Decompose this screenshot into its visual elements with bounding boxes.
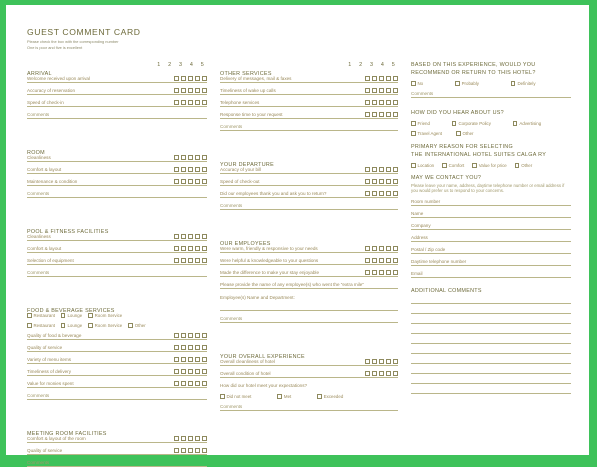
rating-checkbox[interactable] bbox=[393, 191, 398, 196]
rating-checkbox[interactable] bbox=[202, 436, 207, 441]
rating-row: Quality of service bbox=[27, 443, 207, 455]
contact-field-company[interactable]: Company bbox=[411, 218, 571, 230]
comments-field[interactable]: Comments bbox=[220, 311, 398, 323]
option-checkbox[interactable] bbox=[472, 163, 477, 168]
rating-checkbox[interactable] bbox=[195, 76, 200, 81]
comment-line[interactable] bbox=[411, 354, 571, 364]
rating-row: Comfort & layout of the room bbox=[27, 431, 207, 443]
rating-checkbox[interactable] bbox=[365, 246, 370, 251]
rating-checkbox[interactable] bbox=[202, 155, 207, 160]
section-hear-about-title: HOW DID YOU HEAR ABOUT US? bbox=[411, 110, 504, 116]
section-employees: OUR EMPLOYEES bbox=[220, 241, 271, 247]
section-arrival: ARRIVAL 1 2 3 4 5 bbox=[27, 62, 207, 77]
rating-checkbox[interactable] bbox=[174, 88, 179, 93]
rating-checkbox[interactable] bbox=[393, 270, 398, 275]
section-recommend-title-1: BASED ON THIS EXPERIENCE, WOULD YOU bbox=[411, 62, 536, 68]
comment-line[interactable] bbox=[411, 344, 571, 354]
rating-checkbox[interactable] bbox=[195, 436, 200, 441]
rating-checkbox[interactable] bbox=[202, 100, 207, 105]
rating-checkbox[interactable] bbox=[379, 112, 384, 117]
rating-checkbox[interactable] bbox=[174, 381, 179, 386]
comments-field[interactable]: Comments bbox=[27, 107, 207, 119]
rating-checkbox[interactable] bbox=[372, 112, 377, 117]
comments-field[interactable]: Comments bbox=[220, 399, 398, 411]
instructions-line-1: Please check the box with the corresponding number bbox=[27, 39, 119, 44]
rating-checkbox[interactable] bbox=[181, 76, 186, 81]
rating-checkbox[interactable] bbox=[174, 448, 179, 453]
option-row: Restaurant Lounge Room Service bbox=[27, 308, 207, 318]
rating-checkbox[interactable] bbox=[181, 155, 186, 160]
rating-row: Telephone services bbox=[220, 95, 398, 107]
rating-checkbox[interactable] bbox=[174, 76, 179, 81]
rating-checkbox[interactable] bbox=[372, 191, 377, 196]
rating-row: Comfort & layout bbox=[27, 162, 207, 174]
section-other-services: OTHER SERVICES 1 2 3 4 5 bbox=[220, 62, 398, 77]
rating-checkbox[interactable] bbox=[181, 369, 186, 374]
rating-checkbox[interactable] bbox=[393, 100, 398, 105]
rating-row: Cleanliness bbox=[27, 229, 207, 241]
contact-instructions: Please leave your name, address, daytime telephone number or email address if you would prefer us to respond to your concerns. bbox=[411, 183, 565, 194]
rating-checkbox[interactable] bbox=[188, 258, 193, 263]
rating-checkbox[interactable] bbox=[202, 357, 207, 362]
rating-checkbox[interactable] bbox=[202, 76, 207, 81]
rating-checkbox[interactable] bbox=[365, 88, 370, 93]
rating-row: Comfort & layout bbox=[27, 241, 207, 253]
contact-field-phone[interactable]: Daytime telephone number bbox=[411, 254, 571, 266]
rating-checkbox[interactable] bbox=[379, 246, 384, 251]
rating-checkbox[interactable] bbox=[393, 76, 398, 81]
rating-checkbox[interactable] bbox=[365, 371, 370, 376]
rating-checkbox[interactable] bbox=[174, 369, 179, 374]
rating-checkbox[interactable] bbox=[202, 448, 207, 453]
contact-field-name[interactable]: Name bbox=[411, 206, 571, 218]
rating-checkbox[interactable] bbox=[386, 258, 391, 263]
rating-checkbox[interactable] bbox=[372, 359, 377, 364]
option-checkbox[interactable] bbox=[411, 131, 416, 136]
rating-checkbox[interactable] bbox=[365, 258, 370, 263]
comments-field[interactable]: Comments bbox=[27, 265, 207, 277]
rating-checkbox[interactable] bbox=[386, 88, 391, 93]
section-meeting-room: MEETING ROOM FACILITIES bbox=[27, 431, 107, 437]
rating-checkbox[interactable] bbox=[195, 357, 200, 362]
rating-checkbox[interactable] bbox=[181, 357, 186, 362]
comment-card bbox=[6, 5, 589, 465]
rating-checkbox[interactable] bbox=[195, 179, 200, 184]
rating-checkbox[interactable] bbox=[195, 258, 200, 263]
rating-checkbox[interactable] bbox=[365, 76, 370, 81]
employee-name-field[interactable] bbox=[220, 301, 398, 311]
rating-checkbox[interactable] bbox=[379, 270, 384, 275]
rating-checkbox[interactable] bbox=[202, 234, 207, 239]
rating-row: Response time to your request bbox=[220, 107, 398, 119]
rating-checkbox[interactable] bbox=[202, 179, 207, 184]
rating-row: Delivery of messages, mail & faxes bbox=[220, 71, 398, 83]
rating-checkbox[interactable] bbox=[372, 76, 377, 81]
rating-checkbox[interactable] bbox=[393, 258, 398, 263]
rating-checkbox[interactable] bbox=[195, 246, 200, 251]
column-middle bbox=[220, 56, 398, 411]
rating-checkbox[interactable] bbox=[181, 436, 186, 441]
rating-checkbox[interactable] bbox=[188, 345, 193, 350]
rating-checkbox[interactable] bbox=[181, 100, 186, 105]
rating-checkbox[interactable] bbox=[181, 88, 186, 93]
rating-checkbox[interactable] bbox=[174, 234, 179, 239]
rating-checkbox[interactable] bbox=[386, 371, 391, 376]
rating-checkbox[interactable] bbox=[195, 381, 200, 386]
instructions-line-2: One is poor and five is excellent bbox=[27, 45, 83, 50]
section-reason-title-1: PRIMARY REASON FOR SELECTING bbox=[411, 144, 513, 150]
rating-checkbox[interactable] bbox=[365, 100, 370, 105]
comment-line[interactable] bbox=[411, 384, 571, 394]
contact-field-email[interactable]: Email bbox=[411, 266, 571, 278]
rating-checkbox[interactable] bbox=[188, 76, 193, 81]
rating-checkbox[interactable] bbox=[202, 381, 207, 386]
rating-checkbox[interactable] bbox=[188, 167, 193, 172]
comments-field[interactable]: Comments bbox=[220, 119, 398, 131]
rating-checkbox[interactable] bbox=[386, 100, 391, 105]
rating-checkbox[interactable] bbox=[174, 357, 179, 362]
rating-checkbox[interactable] bbox=[188, 179, 193, 184]
rating-checkbox[interactable] bbox=[181, 246, 186, 251]
rating-row: Quality of service bbox=[27, 340, 207, 352]
rating-row: Overall cleanliness of hotel bbox=[220, 354, 398, 366]
rating-checkbox[interactable] bbox=[365, 191, 370, 196]
employee-name-prompt: Please provide the name of any employee(s) who went the "extra mile" bbox=[220, 277, 398, 289]
rating-checkbox[interactable] bbox=[386, 191, 391, 196]
rating-checkbox[interactable] bbox=[365, 179, 370, 184]
rating-checkbox[interactable] bbox=[181, 234, 186, 239]
section-additional-comments-title: ADDITIONAL COMMENTS bbox=[411, 287, 482, 294]
rating-checkbox[interactable] bbox=[188, 88, 193, 93]
option-checkbox[interactable] bbox=[411, 163, 416, 168]
rating-checkbox[interactable] bbox=[202, 246, 207, 251]
rating-row: Cleanliness bbox=[27, 150, 207, 162]
rating-checkbox[interactable] bbox=[365, 359, 370, 364]
rating-checkbox[interactable] bbox=[174, 179, 179, 184]
rating-checkbox[interactable] bbox=[195, 155, 200, 160]
rating-row: Did our employees thank you and ask you to return? bbox=[220, 186, 398, 198]
rating-row: Value for monies spent bbox=[27, 376, 207, 388]
option-checkbox[interactable] bbox=[442, 163, 447, 168]
rating-row: Accuracy of your bill bbox=[220, 162, 398, 174]
rating-checkbox[interactable] bbox=[174, 246, 179, 251]
rating-checkbox[interactable] bbox=[188, 333, 193, 338]
rating-checkbox[interactable] bbox=[181, 167, 186, 172]
rating-checkbox[interactable] bbox=[181, 345, 186, 350]
rating-checkbox[interactable] bbox=[188, 448, 193, 453]
employee-name-label: Employee(s) Name and Department: bbox=[220, 295, 295, 300]
rating-checkbox[interactable] bbox=[181, 333, 186, 338]
rating-checkbox[interactable] bbox=[195, 100, 200, 105]
option-checkbox[interactable] bbox=[515, 163, 520, 168]
rating-checkbox[interactable] bbox=[372, 167, 377, 172]
rating-checkbox[interactable] bbox=[379, 359, 384, 364]
rating-checkbox[interactable] bbox=[181, 381, 186, 386]
rating-checkbox[interactable] bbox=[372, 270, 377, 275]
rating-row: Accuracy of reservation bbox=[27, 83, 207, 95]
option-row: No Probably Definitely bbox=[411, 76, 571, 86]
rating-checkbox[interactable] bbox=[365, 112, 370, 117]
rating-checkbox[interactable] bbox=[181, 179, 186, 184]
rating-checkbox[interactable] bbox=[202, 345, 207, 350]
rating-checkbox[interactable] bbox=[393, 179, 398, 184]
comment-line[interactable] bbox=[411, 324, 571, 334]
rating-row: Were warm, friendly & responsive to your needs bbox=[220, 241, 398, 253]
rating-checkbox[interactable] bbox=[393, 167, 398, 172]
rating-checkbox[interactable] bbox=[174, 345, 179, 350]
rating-checkbox[interactable] bbox=[386, 167, 391, 172]
rating-checkbox[interactable] bbox=[379, 191, 384, 196]
comment-line[interactable] bbox=[411, 374, 571, 384]
rating-checkbox[interactable] bbox=[393, 359, 398, 364]
rating-row: Were helpful & knowledgeable to your questions bbox=[220, 253, 398, 265]
rating-checkbox[interactable] bbox=[188, 100, 193, 105]
card-title: GUEST COMMENT CARD bbox=[27, 27, 141, 37]
rating-checkbox[interactable] bbox=[386, 76, 391, 81]
rating-checkbox[interactable] bbox=[202, 167, 207, 172]
comment-line[interactable] bbox=[411, 294, 571, 304]
rating-checkbox[interactable] bbox=[195, 234, 200, 239]
comment-line[interactable] bbox=[411, 304, 571, 314]
expectation-question: How did our hotel meet your expectations? bbox=[220, 383, 308, 388]
rating-checkbox[interactable] bbox=[372, 100, 377, 105]
rating-checkbox[interactable] bbox=[372, 88, 377, 93]
rating-checkbox[interactable] bbox=[365, 167, 370, 172]
rating-checkbox[interactable] bbox=[174, 333, 179, 338]
rating-row: Speed of check-out bbox=[220, 174, 398, 186]
option-row: Location Comfort Value for price Other bbox=[411, 158, 571, 168]
section-reason-title-2: THE INTERNATIONAL HOTEL SUITES CALGA RY bbox=[411, 152, 547, 158]
contact-field-postal[interactable]: Postal / Zip code bbox=[411, 242, 571, 254]
rating-row: Maintenance & condition bbox=[27, 174, 207, 186]
rating-checkbox[interactable] bbox=[379, 88, 384, 93]
comments-field[interactable]: Comments bbox=[27, 186, 207, 198]
rating-checkbox[interactable] bbox=[195, 345, 200, 350]
rating-checkbox[interactable] bbox=[174, 167, 179, 172]
rating-checkbox[interactable] bbox=[188, 381, 193, 386]
comment-line[interactable] bbox=[411, 334, 571, 344]
section-contact-title: MAY WE CONTACT YOU? bbox=[411, 175, 482, 181]
rating-checkbox[interactable] bbox=[174, 155, 179, 160]
comment-line[interactable] bbox=[411, 314, 571, 324]
option-row: Restaurant Lounge Room Service Other bbox=[27, 318, 207, 328]
rating-checkbox[interactable] bbox=[174, 436, 179, 441]
rating-row: Speed of check-in bbox=[27, 95, 207, 107]
rating-checkbox[interactable] bbox=[202, 369, 207, 374]
rating-checkbox[interactable] bbox=[372, 179, 377, 184]
rating-checkbox[interactable] bbox=[188, 234, 193, 239]
rating-row: Welcome received upon arrival bbox=[27, 71, 207, 83]
rating-checkbox[interactable] bbox=[386, 112, 391, 117]
rating-checkbox[interactable] bbox=[379, 258, 384, 263]
section-pool-fitness: POOL & FITNESS FACILITIES bbox=[27, 229, 109, 235]
rating-checkbox[interactable] bbox=[386, 246, 391, 251]
rating-row: Quality of food & beverage bbox=[27, 328, 207, 340]
rating-checkbox[interactable] bbox=[195, 333, 200, 338]
rating-row: Made the difference to make your stay enjoyable bbox=[220, 265, 398, 277]
rating-checkbox[interactable] bbox=[188, 357, 193, 362]
section-overall-experience: YOUR OVERALL EXPERIENCE bbox=[220, 354, 305, 360]
comments-field[interactable]: Comments bbox=[220, 198, 398, 210]
section-recommend-title-2: RECOMMEND OR RETURN TO THIS HOTEL? bbox=[411, 70, 536, 76]
rating-checkbox[interactable] bbox=[195, 369, 200, 374]
column-right bbox=[411, 56, 571, 394]
rating-checkbox[interactable] bbox=[393, 112, 398, 117]
rating-checkbox[interactable] bbox=[393, 246, 398, 251]
comment-line[interactable] bbox=[411, 364, 571, 374]
rating-checkbox[interactable] bbox=[195, 448, 200, 453]
rating-checkbox[interactable] bbox=[386, 359, 391, 364]
comments-field[interactable]: Comments bbox=[27, 455, 207, 467]
rating-row: Timeliness of delivery bbox=[27, 364, 207, 376]
rating-checkbox[interactable] bbox=[188, 436, 193, 441]
option-checkbox[interactable] bbox=[456, 131, 461, 136]
comments-field[interactable]: Comments bbox=[27, 388, 207, 400]
rating-checkbox[interactable] bbox=[386, 179, 391, 184]
rating-checkbox[interactable] bbox=[379, 371, 384, 376]
rating-checkbox[interactable] bbox=[174, 100, 179, 105]
rating-checkbox[interactable] bbox=[393, 371, 398, 376]
rating-row: Overall condition of hotel bbox=[220, 366, 398, 378]
rating-checkbox[interactable] bbox=[372, 371, 377, 376]
rating-checkbox[interactable] bbox=[202, 333, 207, 338]
rating-checkbox[interactable] bbox=[195, 88, 200, 93]
section-departure: YOUR DEPARTURE bbox=[220, 162, 275, 168]
rating-checkbox[interactable] bbox=[188, 369, 193, 374]
rating-checkbox[interactable] bbox=[386, 270, 391, 275]
rating-checkbox[interactable] bbox=[195, 167, 200, 172]
column-left bbox=[27, 56, 207, 467]
rating-checkbox[interactable] bbox=[372, 246, 377, 251]
rating-row: Variety of menu items bbox=[27, 352, 207, 364]
option-row: Friend Corporate Policy Advertising bbox=[411, 116, 571, 126]
rating-checkbox[interactable] bbox=[379, 179, 384, 184]
rating-checkbox[interactable] bbox=[393, 88, 398, 93]
rating-row: Selection of equipment bbox=[27, 253, 207, 265]
contact-field-address[interactable]: Address bbox=[411, 230, 571, 242]
rating-checkbox[interactable] bbox=[188, 246, 193, 251]
rating-checkbox[interactable] bbox=[379, 100, 384, 105]
rating-checkbox[interactable] bbox=[202, 88, 207, 93]
rating-checkbox[interactable] bbox=[379, 167, 384, 172]
rating-checkbox[interactable] bbox=[365, 270, 370, 275]
rating-checkbox[interactable] bbox=[202, 258, 207, 263]
rating-checkbox[interactable] bbox=[181, 448, 186, 453]
section-food-beverage: FOOD & BEVERAGE SERVICES bbox=[27, 308, 115, 314]
rating-checkbox[interactable] bbox=[174, 258, 179, 263]
section-room: ROOM bbox=[27, 150, 45, 156]
option-row: Travel Agent Other bbox=[411, 126, 571, 136]
rating-row: Timeliness of wake up calls bbox=[220, 83, 398, 95]
rating-checkbox[interactable] bbox=[181, 258, 186, 263]
rating-checkbox[interactable] bbox=[379, 76, 384, 81]
rating-checkbox[interactable] bbox=[372, 258, 377, 263]
option-row: Did not meet Met Exceeded bbox=[220, 389, 398, 399]
rating-checkbox[interactable] bbox=[188, 155, 193, 160]
contact-field-room-number[interactable]: Room number bbox=[411, 194, 571, 206]
comments-field[interactable]: Comments bbox=[411, 86, 571, 98]
